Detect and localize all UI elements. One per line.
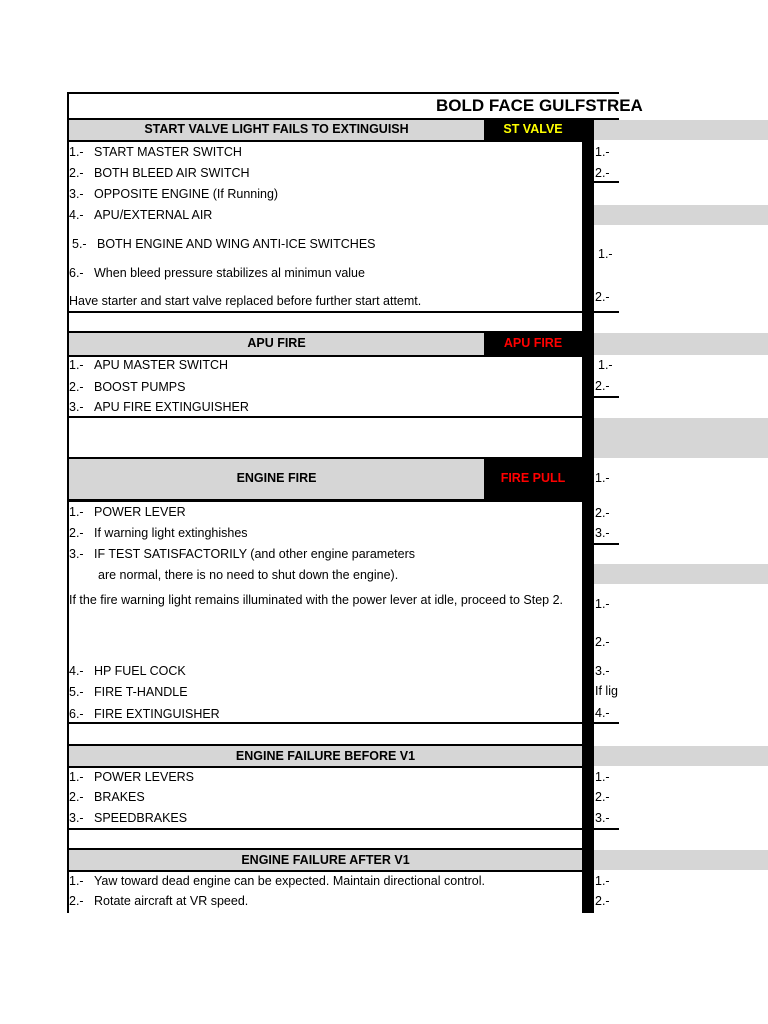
- step-number: 1.-: [595, 471, 610, 485]
- step-text: When bleed pressure stabilizes al minimun value: [94, 266, 365, 280]
- step-number: 4.-: [595, 706, 610, 720]
- step-text: FIRE T-HANDLE: [94, 685, 188, 699]
- divider: [67, 499, 584, 502]
- step-text: Yaw toward dead engine can be expected. Maintain directional control.: [94, 874, 485, 888]
- step-number: 3.-: [595, 811, 610, 825]
- step-number: 3.-: [69, 547, 84, 561]
- step-number: 3.-: [69, 187, 84, 201]
- divider: [67, 870, 584, 872]
- step-number: 1.-: [69, 874, 84, 888]
- divider: [594, 181, 619, 183]
- step-number: 1.-: [595, 597, 610, 611]
- engine-fire-note: If the fire warning light remains illuminated with the power lever at idle, proceed to Step 2.: [69, 593, 564, 607]
- step-text: SPEEDBRAKES: [94, 811, 188, 825]
- eng-fail-after-header: ENGINE FAILURE AFTER V1: [241, 853, 410, 867]
- step-number: 3.-: [595, 526, 610, 540]
- step-number: 1.-: [595, 770, 610, 784]
- partial-text: If lig: [595, 684, 618, 698]
- step-text: Rotate aircraft at VR speed.: [94, 894, 249, 908]
- divider: [67, 766, 584, 768]
- step-number: 2.-: [69, 894, 84, 908]
- step-text: BOOST PUMPS: [94, 380, 186, 394]
- st-valve-note: Have starter and start valve replaced before further start attemt.: [69, 294, 422, 308]
- step-number: 1.-: [598, 247, 613, 261]
- right-header-bar: [594, 746, 768, 766]
- right-header-bar: [594, 120, 768, 140]
- step-text: START MASTER SWITCH: [94, 145, 242, 159]
- step-text: If warning light extinghishes: [94, 526, 248, 540]
- step-number: 3.-: [595, 664, 610, 678]
- column-divider: [582, 120, 594, 913]
- step-number: 3.-: [69, 400, 84, 414]
- step-number: 3.-: [69, 811, 84, 825]
- step-number: 1.-: [69, 770, 84, 784]
- step-number: 2.-: [595, 635, 610, 649]
- engine-fire-tag: FIRE PULL: [484, 459, 582, 499]
- step-text: OPPOSITE ENGINE (If Running): [94, 187, 279, 201]
- step-number: 2.-: [69, 166, 84, 180]
- divider: [594, 722, 619, 724]
- step-text: POWER LEVERS: [94, 770, 195, 784]
- divider: [67, 416, 584, 418]
- right-header-bar: [594, 564, 768, 584]
- step-text: BOTH ENGINE AND WING ANTI-ICE SWITCHES: [97, 237, 376, 251]
- step-number: 2.-: [69, 790, 84, 804]
- divider: [67, 722, 584, 724]
- divider: [594, 311, 619, 313]
- apu-fire-header: APU FIRE: [247, 336, 306, 350]
- step-number: 1.-: [69, 358, 84, 372]
- step-text: APU MASTER SWITCH: [94, 358, 229, 372]
- right-header-bar: [594, 850, 768, 870]
- step-number: 2.-: [69, 526, 84, 540]
- engine-fire-header: ENGINE FIRE: [236, 471, 317, 485]
- step-number: 2.-: [595, 290, 610, 304]
- step-text: POWER LEVER: [94, 505, 186, 519]
- step-text: FIRE EXTINGUISHER: [94, 707, 220, 721]
- step-number: 1.-: [69, 145, 84, 159]
- step-text: APU FIRE EXTINGUISHER: [94, 400, 249, 414]
- divider: [594, 396, 619, 398]
- step-number: 2.-: [595, 506, 610, 520]
- step-number: 2.-: [69, 380, 84, 394]
- divider: [67, 355, 584, 357]
- st-valve-header: START VALVE LIGHT FAILS TO EXTINGUISH: [144, 122, 409, 136]
- divider: [67, 828, 584, 830]
- divider: [67, 311, 584, 313]
- apu-fire-tag: APU FIRE: [484, 333, 582, 355]
- step-number: 2.-: [595, 379, 610, 393]
- step-text: BRAKES: [94, 790, 145, 804]
- step-text: HP FUEL COCK: [94, 664, 186, 678]
- step-number: 6.-: [69, 266, 84, 280]
- step-number: 5.-: [69, 685, 84, 699]
- step-text: APU/EXTERNAL AIR: [94, 208, 213, 222]
- title-top-border: [67, 92, 619, 94]
- right-header-bar: [594, 333, 768, 355]
- step-number: 2.-: [595, 166, 610, 180]
- step-number: 4.-: [69, 208, 84, 222]
- page-title: BOLD FACE GULFSTREA: [436, 96, 643, 115]
- eng-fail-before-header: ENGINE FAILURE BEFORE V1: [235, 749, 416, 763]
- step-number: 1.-: [595, 145, 610, 159]
- step-text: IF TEST SATISFACTORILY (and other engine parameters: [94, 547, 415, 561]
- step-number: 2.-: [595, 894, 610, 908]
- step-number: 2.-: [595, 790, 610, 804]
- step-number: 1.-: [595, 874, 610, 888]
- right-header-bar: [594, 418, 768, 458]
- right-header-bar: [594, 205, 768, 225]
- step-number: 1.-: [69, 505, 84, 519]
- step-number: 4.-: [69, 664, 84, 678]
- divider: [594, 543, 619, 545]
- st-valve-tag: ST VALVE: [484, 120, 582, 140]
- step-continuation: are normal, there is no need to shut down the engine).: [98, 568, 399, 582]
- step-text: BOTH BLEED AIR SWITCH: [94, 166, 250, 180]
- step-number: 1.-: [598, 358, 613, 372]
- step-number: 5.-: [72, 237, 87, 251]
- step-number: 6.-: [69, 707, 84, 721]
- divider: [67, 140, 584, 142]
- divider: [594, 828, 619, 830]
